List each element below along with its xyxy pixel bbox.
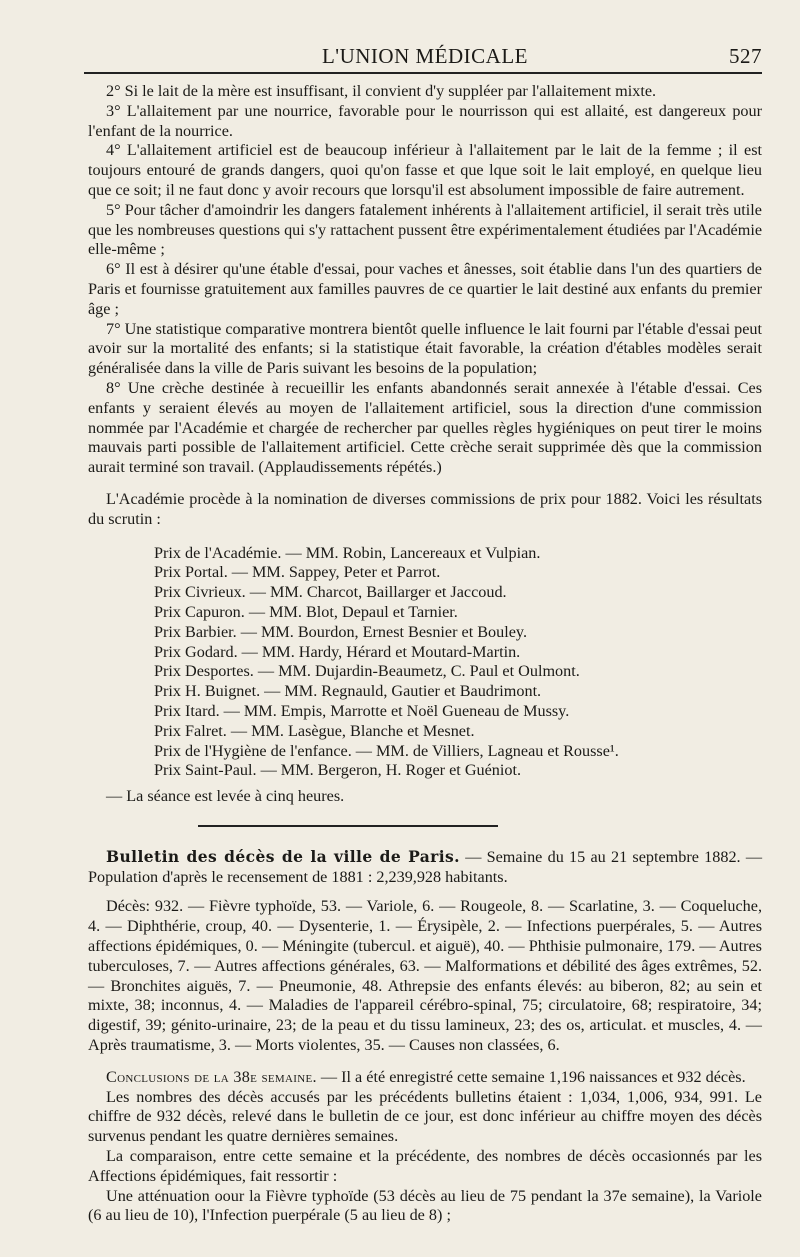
- bulletin-paragraph: Les nombres des décès accusés par les précédents bulletins étaient : 1,034, 1,006, 934, 991. Le chiffre de 932 décès, relevé dans le bulletin de ce jour, est donc inférieur au chiffre moyen des décès survenus pendant les quatre dernières semaines.: [88, 1087, 762, 1146]
- journal-title: L'UNION MÉDICALE: [321, 44, 528, 68]
- page-number: 527: [729, 44, 762, 68]
- prize-item: Prix Itard. — MM. Empis, Marrotte et Noël Gueneau de Mussy.: [154, 701, 570, 720]
- session-closing: — La séance est levée à cinq heures.: [106, 787, 345, 806]
- conclusion-item: 8° Une crèche destinée à recueillir les enfants abandonnés serait annexée à l'étable d'essai. Ces enfants y seraient élevés au moyen de l'allaitement artificiel, sous la direction d'une commission nommée par l'Académie et chargée de rechercher par quelles règles hygiéniques on peut tirer le moins mauvais parti possible de l'allaitement artificiel. Cette crèche serait supprimée dès que la commission aurait terminé son travail. (Applaudissements répétés.): [88, 378, 762, 477]
- conclusion-item: 6° Il est à désirer qu'une étable d'essai, pour vaches et ânesses, soit établie dans l'un des quartiers de Paris et fournisse gratuitement aux familles pauvres de ce quartier le lait destiné aux enfants du premier âge ;: [88, 260, 762, 318]
- prize-item: Prix Godard. — MM. Hardy, Hérard et Moutard-Martin.: [154, 642, 521, 661]
- prize-list: [154, 544, 762, 782]
- prize-item: Prix Falret. — MM. Lasègue, Blanche et Mesnet.: [154, 721, 475, 740]
- bulletin-paragraph: Une atténuation oour la Fièvre typhoïde (53 décès au lieu de 75 pendant la 37e semaine), la Variole (6 au lieu de 10), l'Infection puerpérale (5 au lieu de 8) ;: [88, 1186, 762, 1225]
- conclusion-item: 7° Une statistique comparative montrera bientôt quelle influence le lait fourni par l'étable d'essai peut avoir sur la mortalité des enfants; si la statistique était favorable, la création d'étables modèles serait généralisée dans la ville de Paris suivant les besoins de la population;: [88, 319, 762, 378]
- prize-item: Prix Portal. — MM. Sappey, Peter et Parrot.: [154, 563, 441, 582]
- conclusion-item: 4° L'allaitement artificiel est de beaucoup inférieur à l'allaitement par le lait de la femme ; il est toujours entouré de grands dangers, quoi qu'on fasse et que lque soit le lait employé, en quelque lieu que ce soit; il ne faut donc y avoir recours que lorsqu'il est absolument impossible de faire autrement.: [88, 141, 762, 199]
- conclusion-item: 5° Pour tâcher d'amoindrir les dangers fatalement inhérents à l'allaitement artificiel, il serait très utile que les nombreuses questions qui s'y rattachent pussent être expérimentalement étudiées par l'Académie elle-même ;: [88, 200, 762, 259]
- page-header: [88, 40, 762, 70]
- prize-item: Prix Capuron. — MM. Blot, Depaul et Tarnier.: [154, 602, 458, 621]
- prize-item: Prix Desportes. — MM. Dujardin-Beaumetz, C. Paul et Oulmont.: [154, 662, 580, 681]
- weekly-conclusions: [88, 1068, 762, 1088]
- prize-item: Prix Barbier. — MM. Bourdon, Ernest Besnier et Bouley.: [154, 622, 528, 641]
- conclusions-list: [88, 82, 762, 478]
- prize-item: Prix de l'Académie. — MM. Robin, Lancereaux et Vulpian.: [154, 543, 541, 562]
- section-separator: [198, 825, 498, 827]
- bulletin-subtitle: — Semaine du 15 au 21 septembre 1882. — Population d'après le recensement de 1881 : 2,239,928 habitants.: [88, 847, 763, 886]
- academy-intro: L'Académie procède à la nomination de diverses commissions de prix pour 1882. Voici les résultats du scrutin :: [88, 489, 762, 528]
- prize-item: Prix Civrieux. — MM. Charcot, Baillarger et Jaccoud.: [154, 583, 507, 602]
- prize-item: Prix H. Buignet. — MM. Regnauld, Gautier et Baudrimont.: [154, 682, 542, 701]
- bulletin-heading: [88, 847, 762, 888]
- conclusion-item: 2° Si le lait de la mère est insuffisant, il convient d'y suppléer par l'allaitement mixte.: [106, 82, 657, 100]
- bulletin-paragraph: La comparaison, entre cette semaine et la précédente, des nombres de décès occasionnés par les Affections épidémiques, fait ressortir :: [88, 1147, 762, 1185]
- conclusions-label: Conclusions de la 38e semaine.: [106, 1067, 317, 1086]
- deaths-summary: Décès: 932. — Fièvre typhoïde, 53. — Variole, 6. — Rougeole, 8. — Scarlatine, 3. — Coqueluche, 4. — Diphthérie, croup, 40. — Dysenterie, 1. — Érysipèle, 2. — Infections puerpérales, 5. — Autres affections épidémiques, 0. — Méningite (tubercul. et aiguë), 40. — Phthisie pulmonaire, 179. — Autres tuberculoses, 7. — Autres affections générales, 63. — Malformations et débilité des âges extrêmes, 52. — Bronchites aiguës, 7. — Pneumonie, 48. Athrepsie des enfants élevés: au biberon, 82; au sein et mixte, 38; inconnus, 4. — Maladies de l'appareil cérébro-spinal, 75; circulatoire, 68; respiratoire, 34; digestif, 39; génito-urinaire, 23; de la peau et du tissu lamineux, 23; des os, articulat. et muscles, 4. — Après traumatisme, 3. — Morts violentes, 35. — Causes non classées, 6.: [88, 897, 762, 1055]
- conclusion-item: 3° L'allaitement par une nourrice, favorable pour le nourrisson qui est allaité, est dangereux pour l'enfant de la nourrice.: [88, 101, 762, 140]
- header-rule: [84, 72, 762, 74]
- prize-item: Prix Saint-Paul. — MM. Bergeron, H. Roger et Guéniot.: [154, 761, 522, 780]
- prize-item: Prix de l'Hygiène de l'enfance. — MM. de Villiers, Lagneau et Rousse¹.: [154, 741, 619, 760]
- bulletin-title: Bulletin des décès de la ville de Paris.: [106, 846, 460, 866]
- conclusions-text: — Il a été enregistré cette semaine 1,196 naissances et 932 décès.: [320, 1067, 746, 1086]
